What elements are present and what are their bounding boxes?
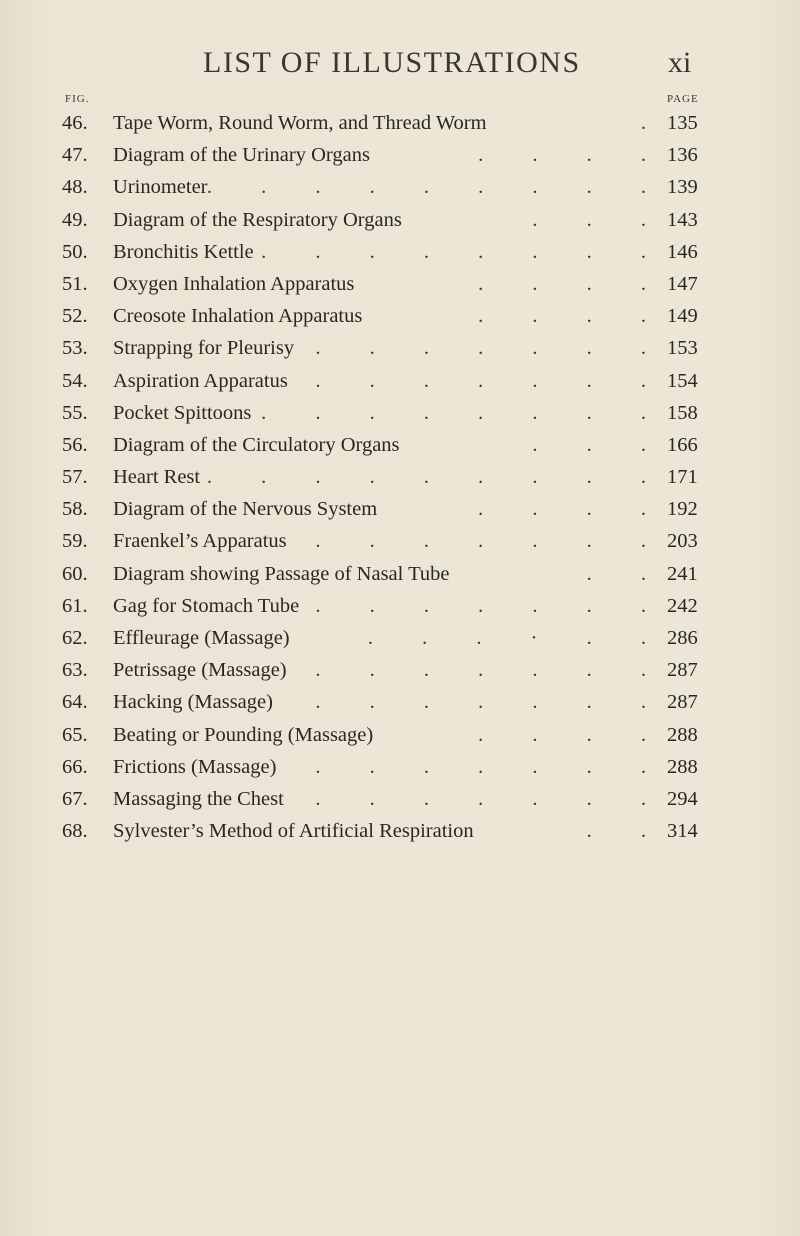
list-item xyxy=(0,461,800,493)
page-reference: 192 xyxy=(667,498,698,521)
page-reference: 288 xyxy=(667,723,698,746)
list-item xyxy=(0,236,800,268)
page-reference: 171 xyxy=(667,466,698,489)
leader-dots: . . . . . . . xyxy=(315,787,668,810)
figure-number: 46. xyxy=(62,112,88,134)
list-item xyxy=(0,590,800,622)
page-reference: 242 xyxy=(667,594,698,617)
page-reference: 136 xyxy=(667,144,698,167)
leader-dots: . . . . . . . . . xyxy=(206,466,668,489)
page-reference: 241 xyxy=(667,562,698,585)
figure-number: 61. xyxy=(62,594,88,617)
figure-number: 55. xyxy=(62,401,88,424)
leader-dots: . . . . xyxy=(478,723,668,746)
list-item xyxy=(0,751,800,783)
leader-dots: . . . . . . . . xyxy=(261,240,668,263)
page-reference: 153 xyxy=(667,337,698,360)
page-title: LIST OF ILLUSTRATIONS xyxy=(203,46,581,79)
figure-number: 49. xyxy=(62,208,88,231)
figure-title: Tape Worm, Round Worm, and Thread Worm xyxy=(113,112,487,134)
page-reference: 314 xyxy=(667,820,698,843)
figure-title: Massaging the Chest xyxy=(113,787,284,810)
list-item xyxy=(0,815,800,847)
list-item xyxy=(0,654,800,686)
list-item xyxy=(0,171,800,203)
leader-dots: . . . . xyxy=(478,144,668,167)
figure-number: 47. xyxy=(62,144,88,167)
page-reference: 143 xyxy=(667,208,698,231)
figure-title: Beating or Pounding (Massage) xyxy=(113,723,374,746)
figure-number: 66. xyxy=(62,755,88,778)
leader-dots: . . xyxy=(586,562,668,585)
figure-number: 50. xyxy=(62,240,88,263)
list-item xyxy=(0,686,800,718)
page-number: xi xyxy=(668,46,692,79)
figure-title: Diagram of the Circulatory Organs xyxy=(113,433,400,456)
figure-number: 51. xyxy=(62,272,88,295)
page-reference: 139 xyxy=(667,176,698,199)
figure-title: Strapping for Pleurisy xyxy=(113,337,295,360)
figure-number: 48. xyxy=(62,176,88,199)
page-reference: 158 xyxy=(667,401,698,424)
figure-number: 56. xyxy=(62,433,88,456)
list-item xyxy=(0,139,800,171)
list-item xyxy=(0,332,800,364)
figure-title: Frictions (Massage) xyxy=(113,755,277,778)
figure-number: 54. xyxy=(62,369,88,392)
figure-title: Effleurage (Massage) xyxy=(113,627,290,649)
figure-number: 63. xyxy=(62,659,88,682)
leader-dots: . . . . . . . . xyxy=(261,401,668,424)
figure-number: 57. xyxy=(62,466,88,489)
figure-number: 62. xyxy=(62,627,88,649)
page-reference: 146 xyxy=(667,240,698,263)
page-column-label: PAGE xyxy=(667,93,699,105)
leader-dots: . . . . . . . xyxy=(315,594,668,617)
page-reference: 294 xyxy=(667,787,698,810)
figure-title: Gag for Stomach Tube xyxy=(113,594,300,617)
list-item xyxy=(0,493,800,525)
figure-number: 58. xyxy=(62,498,88,521)
leader-dots: . . . . . . . xyxy=(315,337,668,360)
figure-title: Petrissage (Massage) xyxy=(113,659,287,682)
list-item xyxy=(0,783,800,815)
leader-dots: . . . . . . . xyxy=(315,369,668,392)
figure-number: 68. xyxy=(62,820,88,843)
figure-title: Pocket Spittoons xyxy=(113,401,252,424)
leader-dots: . . xyxy=(586,820,668,843)
page-reference: 154 xyxy=(667,369,698,392)
list-item xyxy=(0,268,800,300)
leader-dots: . . . . . . . xyxy=(315,691,668,714)
leader-dots: . . . xyxy=(532,208,668,231)
leader-dots: . . . . . . . xyxy=(315,755,668,778)
figure-number: 52. xyxy=(62,305,88,328)
figure-title: Hacking (Massage) xyxy=(113,691,273,714)
list-item xyxy=(0,397,800,429)
figure-title: Heart Rest xyxy=(113,466,201,489)
figure-title: Aspiration Apparatus xyxy=(113,369,288,392)
leader-dots: . . . . . . . xyxy=(315,530,668,553)
list-item xyxy=(0,622,800,654)
page-reference: 287 xyxy=(667,659,698,682)
list-item xyxy=(0,558,800,590)
page-reference: 288 xyxy=(667,755,698,778)
running-head xyxy=(0,46,800,86)
leader-dots: . . . . . . . . . xyxy=(206,176,668,199)
figure-title: Fraenkel’s Apparatus xyxy=(113,530,287,553)
figure-title: Diagram of the Respiratory Organs xyxy=(113,208,402,231)
list-item xyxy=(0,107,800,139)
figure-number: 67. xyxy=(62,787,88,810)
list-item xyxy=(0,204,800,236)
figure-title: Oxygen Inhalation Apparatus xyxy=(113,272,355,295)
list-item xyxy=(0,365,800,397)
list-item xyxy=(0,429,800,461)
figure-title: Diagram of the Urinary Organs xyxy=(113,144,370,167)
leader-dots: . . . . xyxy=(478,498,668,521)
leader-dots: . . . . . . . xyxy=(315,659,668,682)
list-item xyxy=(0,719,800,751)
figure-title: Diagram of the Nervous System xyxy=(113,498,378,521)
page-reference: 286 xyxy=(667,627,698,649)
leader-dots: . . . · . . xyxy=(367,627,668,649)
list-item xyxy=(0,525,800,557)
leader-dots: . xyxy=(640,112,668,134)
figure-number: 59. xyxy=(62,530,88,553)
page-reference: 287 xyxy=(667,691,698,714)
figure-title: Bronchitis Kettle xyxy=(113,240,254,263)
figure-title: Sylvester’s Method of Artificial Respiration xyxy=(113,820,474,843)
fig-column-label: FIG. xyxy=(65,93,90,105)
page-reference: 135 xyxy=(667,112,698,134)
leader-dots: . . . . xyxy=(478,272,668,295)
figure-title: Creosote Inhalation Apparatus xyxy=(113,305,363,328)
leader-dots: . . . . xyxy=(478,305,668,328)
figure-number: 64. xyxy=(62,691,88,714)
leader-dots: . . . xyxy=(532,433,668,456)
figure-title: Diagram showing Passage of Nasal Tube xyxy=(113,562,450,585)
page-reference: 203 xyxy=(667,530,698,553)
illustration-list xyxy=(0,107,800,847)
figure-number: 53. xyxy=(62,337,88,360)
page-reference: 149 xyxy=(667,305,698,328)
figure-number: 60. xyxy=(62,562,88,585)
list-item xyxy=(0,300,800,332)
page-reference: 166 xyxy=(667,433,698,456)
figure-number: 65. xyxy=(62,723,88,746)
page-reference: 147 xyxy=(667,272,698,295)
figure-title: Urinometer xyxy=(113,176,208,199)
